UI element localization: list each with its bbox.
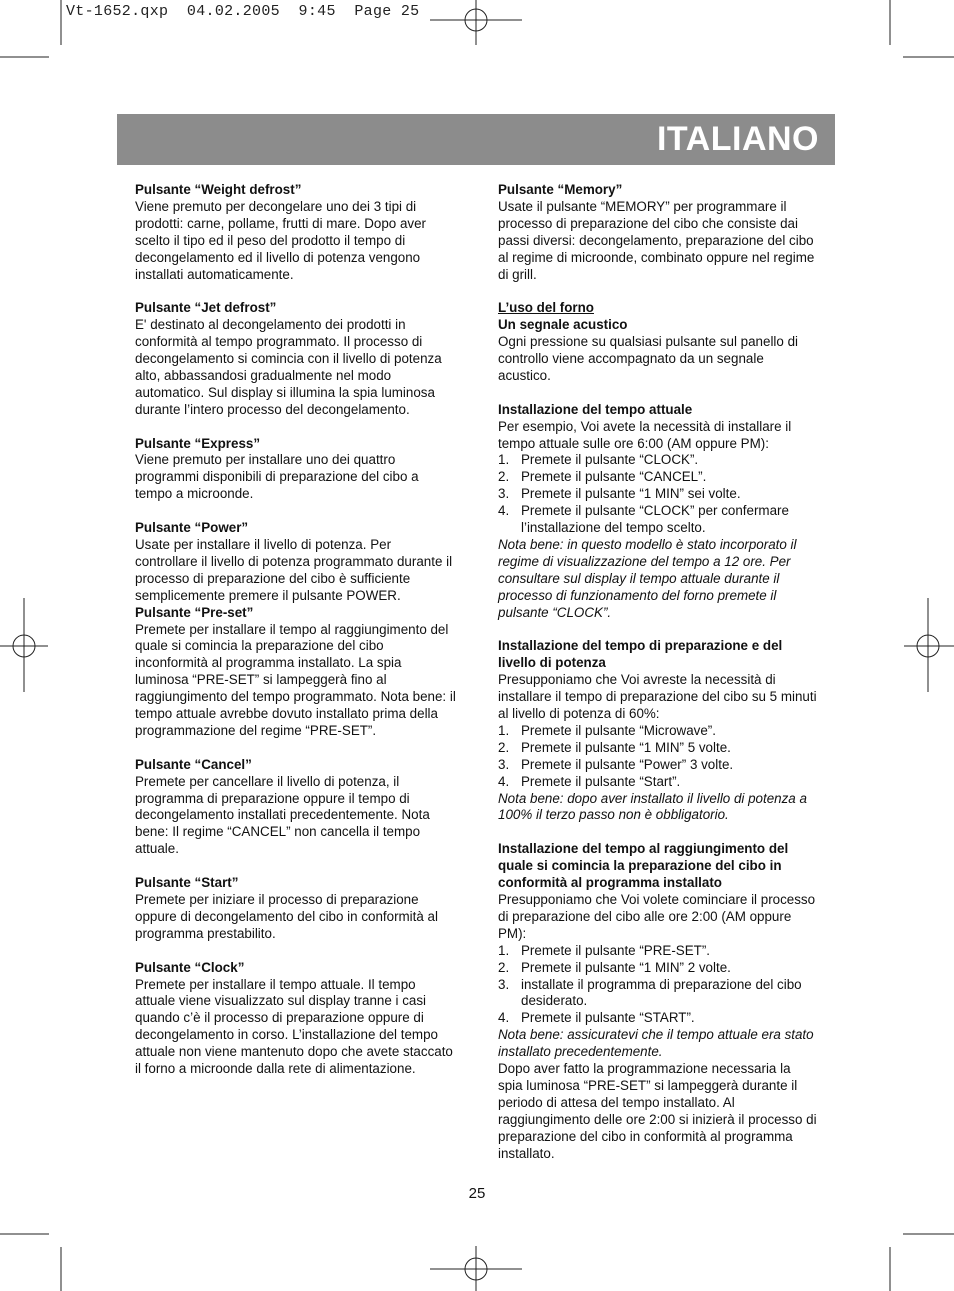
section-text: Premete per cancellare il livello di potenza, il programma di preparazione oppure il tempo di decongelamento installati precedentemente. Nota bene: Il regime “CANCEL” non cancella il tempo attuale. <box>135 773 430 857</box>
step-number: 4. <box>498 1010 510 1026</box>
section-text: Presupponiamo che Voi volete cominciare il processo di preparazione del cibo alle ore 2:00 (AM oppure PM): <box>498 892 816 941</box>
steps-list <box>498 452 818 537</box>
section-heading: Installazione del tempo al raggiungimento del quale si comincia la preparazione del cibo in conformità al programma installato <box>498 841 789 891</box>
step-number: 4. <box>498 503 510 519</box>
step-number: 3. <box>498 756 510 772</box>
steps-list <box>498 943 818 1028</box>
section-weight-defrost <box>135 182 457 283</box>
step-number: 2. <box>498 959 510 975</box>
list-item <box>498 503 818 537</box>
step-number: 4. <box>498 773 510 789</box>
section-preset-setup <box>498 841 818 1162</box>
section-heading: Pulsante “Weight defrost” <box>135 182 302 197</box>
step-text: Premete il pulsante “CLOCK” per confermare l’installazione del tempo scelto. <box>521 503 789 536</box>
section-heading: Pulsante “Power” <box>135 520 249 536</box>
print-slug: Vt-1652.qxp 04.02.2005 9:45 Page 25 <box>66 3 420 20</box>
section-jet-defrost <box>135 300 457 418</box>
step-number: 1. <box>498 722 510 738</box>
step-number: 3. <box>498 486 510 502</box>
section-text: Premete per iniziare il processo di preparazione oppure di decongelamento del cibo in conformità al programma prestabilito. <box>135 891 438 941</box>
step-text: Premete il pulsante “1 MIN” sei volte. <box>521 486 741 502</box>
step-text: Premete il pulsante “CANCEL”. <box>521 469 707 485</box>
left-column <box>135 182 457 1078</box>
list-item <box>498 452 818 469</box>
list-item <box>498 977 818 1011</box>
section-heading: Pulsante “Clock” <box>135 959 245 975</box>
step-text: Premete il pulsante “1 MIN” 2 volte. <box>521 959 731 975</box>
section-memory <box>498 182 818 283</box>
section-cook-setup <box>498 638 818 824</box>
list-item <box>498 486 818 503</box>
section-clock <box>135 960 457 1078</box>
step-text: Premete il pulsante “PRE-SET”. <box>521 942 711 958</box>
language-banner <box>117 114 835 165</box>
step-text: Premete il pulsante “Start”. <box>521 773 681 789</box>
step-number: 1. <box>498 452 510 468</box>
section-text: Usate per installare il livello di potenza. Per controllare il livello di potenza programmato durante il processo di preparazione del cibo è sufficiente semplicemente premere il pulsante POWER. <box>135 536 453 603</box>
section-text: Per esempio, Voi avete la necessità di installare il tempo attuale sulle ore 6:00 (AM oppure PM): <box>498 418 792 451</box>
step-number: 1. <box>498 942 510 958</box>
step-text: installate il programma di preparazione del cibo desiderato. <box>521 976 802 1009</box>
page-number: 25 <box>468 1185 486 1202</box>
list-item <box>498 1010 818 1027</box>
section-heading: Pulsante “Memory” <box>498 182 623 197</box>
section-heading: Pulsante “Express” <box>135 435 261 451</box>
section-heading: Installazione del tempo attuale <box>498 401 693 417</box>
chapter-title: L’uso del forno <box>498 300 594 316</box>
section-text: E' destinato al decongelamento dei prodotti in conformità al tempo programmato. Il processo di decongelamento si comincia con il livello di potenza alto, abbassandosi gradualmente nel modo automatico. Sul display si illumina la spia luminosa durante l’intero processo del decongelamento. <box>135 317 442 417</box>
section-heading: Pulsante “Pre-set” <box>135 604 254 620</box>
section-text: Ogni pressione su qualsiasi pulsante sul panello di controllo viene accompagnato da un segnale acustico. <box>498 334 798 383</box>
step-number: 2. <box>498 469 510 485</box>
list-item <box>498 740 818 757</box>
section-power <box>135 520 457 605</box>
list-item <box>498 960 818 977</box>
list-item <box>498 723 818 740</box>
note-text: Nota bene: assicuratevi che il tempo attuale era stato installato precedentemente. <box>498 1027 814 1060</box>
section-clock-setup <box>498 402 818 622</box>
section-text: Usate il pulsante “MEMORY” per programmare il processo di preparazione del cibo che consiste dai passi diversi: decongelamento, preparazione del cibo al regime di microonde, combinato oppure nel regime di grill. <box>498 198 815 282</box>
section-heading: Pulsante “Jet defrost” <box>135 300 277 316</box>
section-heading: Un segnale acustico <box>498 317 628 333</box>
section-heading: Pulsante “Start” <box>135 875 239 891</box>
step-text: Premete il pulsante “CLOCK”. <box>521 452 699 468</box>
section-text: Premete per installare il tempo attuale. Il tempo attuale viene visualizzato sul display tranne i casi quando c’è il processo di preparazione oppure di decongelamento in corso. L’installazione del tempo attuale non viene mantenuto dopo che avete staccato il forno a microonde dalla rete di alimentazione. <box>135 976 453 1077</box>
step-text: Premete il pulsante “1 MIN” 5 volte. <box>521 739 731 755</box>
section-express <box>135 436 457 504</box>
section-text: Premete per installare il tempo al raggiungimento del quale si comincia la preparazione del cibo inconformità al programma installato. La spia luminosa “PRE-SET” si lampeggerà fino al raggiungimento del tempo programmato. Nota bene: il tempo attuale avrebbe dovuto installato prima della programmazione del regime “PRE-SET”. <box>135 621 456 738</box>
steps-list <box>498 723 818 791</box>
section-text: Viene premuto per decongelare uno dei 3 tipi di prodotti: carne, pollame, frutti di mare. Dopo aver scelto il tipo ed il peso del prodotto il tempo di decongelamento ed il livello di potenza vengono installati automaticamente. <box>135 198 427 282</box>
list-item <box>498 469 818 486</box>
step-text: Premete il pulsante “START”. <box>521 1010 695 1026</box>
step-text: Premete il pulsante “Microwave”. <box>521 722 716 738</box>
step-number: 3. <box>498 976 510 992</box>
list-item <box>498 943 818 960</box>
section-uso-del-forno <box>498 300 818 385</box>
section-cancel <box>135 757 457 858</box>
right-column <box>498 182 818 1163</box>
list-item <box>498 774 818 791</box>
note-text: Nota bene: in questo modello è stato incorporato il regime di visualizzazione del tempo a 12 ore. Per consultare sul display il tempo attuale durante il processo di funzionamento del forno premete il pulsante “CLOCK”. <box>498 537 797 620</box>
section-pre-set <box>135 605 457 740</box>
step-text: Premete il pulsante “Power” 3 volte. <box>521 756 734 772</box>
step-number: 2. <box>498 739 510 755</box>
section-start <box>135 875 457 943</box>
note-text: Nota bene: dopo aver installato il livello di potenza a 100% il terzo passo non è obbligatorio. <box>498 790 807 823</box>
banner-title: ITALIANO <box>656 120 819 158</box>
section-heading: Pulsante “Cancel” <box>135 756 252 772</box>
section-text: Presupponiamo che Voi avreste la necessità di installare il tempo di preparazione del cibo su 5 minuti al livello di potenza di 60%: <box>498 672 817 722</box>
section-text: Viene premuto per installare uno dei quattro programmi disponibili di preparazione del cibo a tempo a microonde. <box>135 452 419 502</box>
list-item <box>498 757 818 774</box>
section-heading: Installazione del tempo di preparazione e del livello di potenza <box>498 638 783 671</box>
section-text: Dopo aver fatto la programmazione necessaria la spia luminosa “PRE-SET” si lampeggerà durante il periodo di attesa del tempo installato. Al raggiungimento delle ore 2:00 si inizierà il processo di preparazione del cibo in conformità al programma installato. <box>498 1061 817 1161</box>
